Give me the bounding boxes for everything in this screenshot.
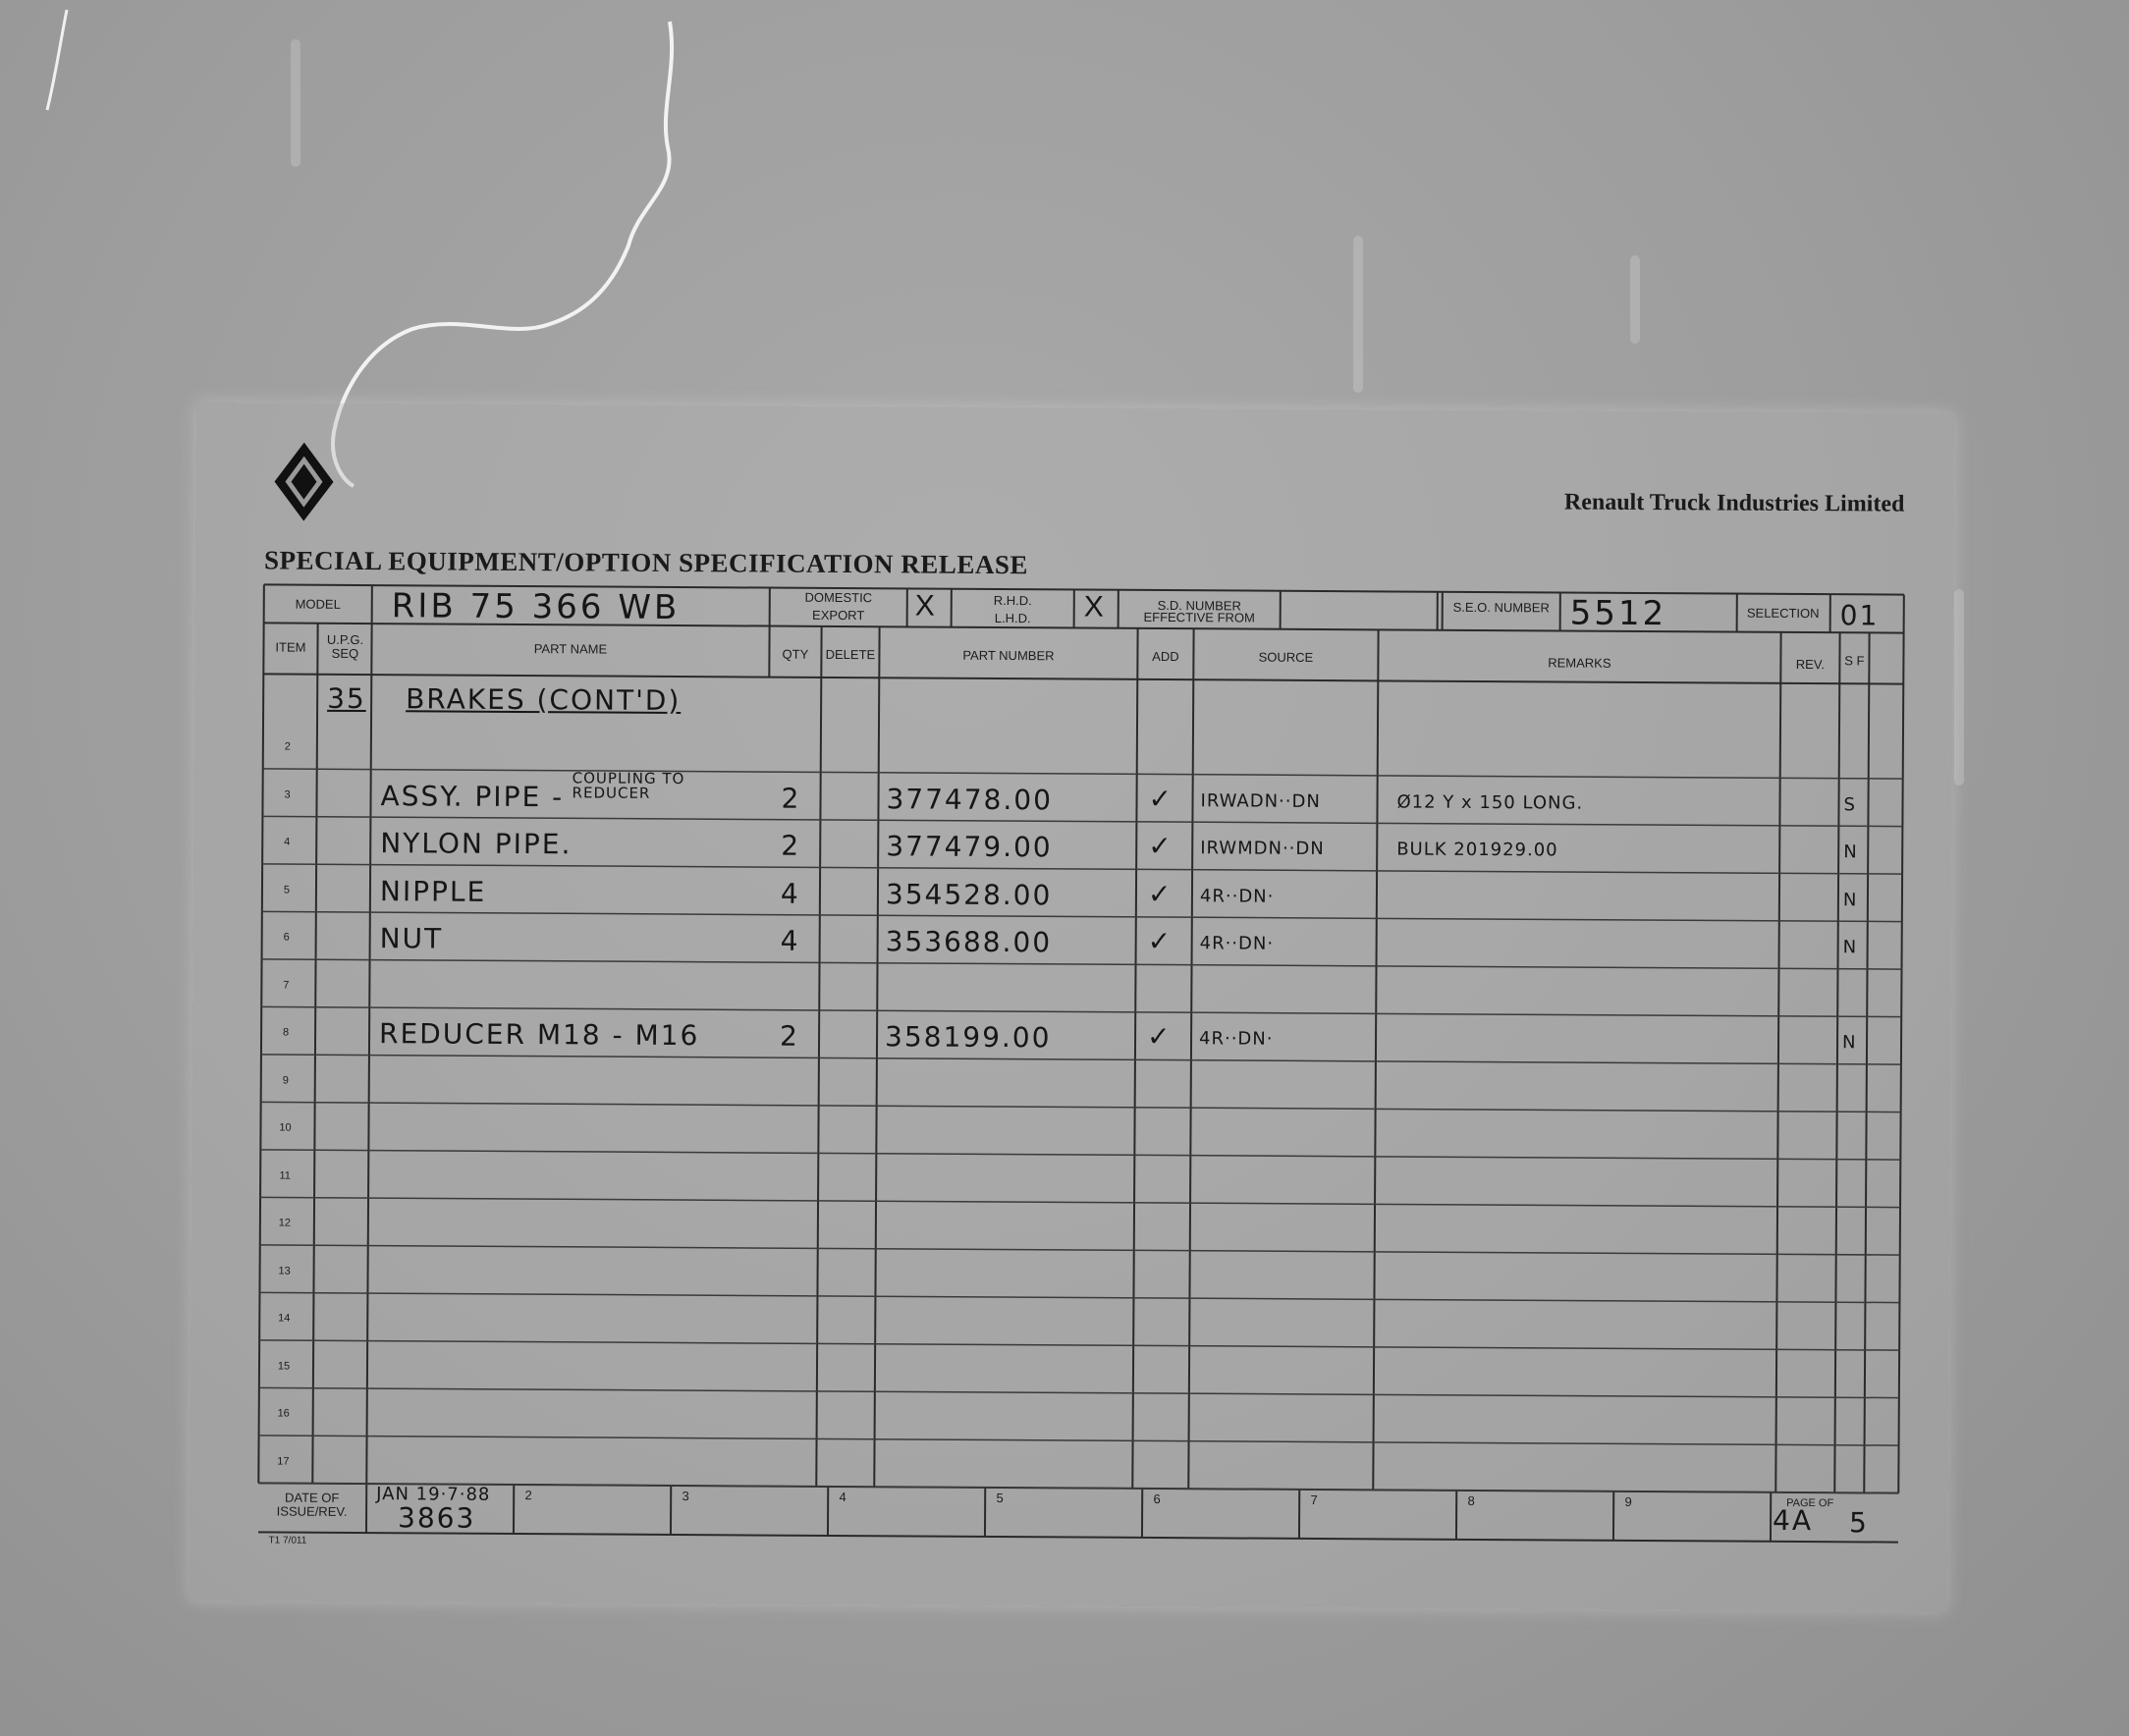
col-part-number: PART NUMBER xyxy=(962,647,1055,664)
row-part-name: NUT xyxy=(379,922,444,955)
row-qty: 4 xyxy=(780,924,800,957)
row-add-mark: ✓ xyxy=(1147,924,1174,958)
row-add-mark: ✓ xyxy=(1148,829,1174,863)
row-sf: S xyxy=(1843,793,1857,815)
company-name: Renault Truck Industries Limited xyxy=(1563,489,1905,517)
row-rule xyxy=(260,1197,1900,1207)
page-total: 5 xyxy=(1848,1506,1869,1540)
row-add-mark: ✓ xyxy=(1147,877,1174,910)
effective-from-label: EFFECTIVE FROM xyxy=(1143,609,1255,625)
footer-slot-number: 4 xyxy=(839,1490,846,1505)
rhd-label: R.H.D. xyxy=(993,592,1032,609)
row-qty: 2 xyxy=(779,1019,799,1053)
date-of-issue-value: JAN 19·7·88 xyxy=(376,1484,491,1505)
row-sf: N xyxy=(1842,937,1858,958)
row-number: 12 xyxy=(278,1217,292,1229)
row-number: 7 xyxy=(283,979,290,992)
row-number: 15 xyxy=(277,1360,291,1373)
row-number: 6 xyxy=(283,931,290,944)
row-rule xyxy=(259,1292,1899,1302)
rev-number-value: 3863 xyxy=(397,1501,476,1535)
col-delete: DELETE xyxy=(825,646,876,663)
row-number: 9 xyxy=(282,1074,289,1087)
row-number: 2 xyxy=(284,740,291,753)
selection-value: 01 xyxy=(1839,599,1880,632)
seo-number-label: S.E.O. NUMBER xyxy=(1452,599,1550,616)
row-part-number: 377479.00 xyxy=(886,830,1053,864)
row-rule xyxy=(260,1245,1900,1255)
page-value: 4A xyxy=(1772,1503,1814,1538)
domestic-label: DOMESTIC xyxy=(804,589,873,606)
row-rule xyxy=(262,911,1902,921)
row-number: 13 xyxy=(278,1265,291,1277)
row-rule xyxy=(260,1150,1900,1160)
footer-slot-number: 5 xyxy=(996,1490,1004,1506)
row-source: 4R··DN· xyxy=(1198,1028,1274,1050)
footer-slot-number: 6 xyxy=(1153,1491,1161,1507)
col-sf: S F xyxy=(1844,653,1865,669)
row-sf: N xyxy=(1841,1032,1857,1054)
row-rule xyxy=(262,816,1902,826)
row-source: IRWADN··DN xyxy=(1200,789,1321,812)
row-number: 16 xyxy=(277,1407,290,1420)
group-name: BRAKES (CONT'D) xyxy=(406,682,682,718)
row-add-mark: ✓ xyxy=(1146,1019,1173,1054)
group-upg-seq: 35 xyxy=(327,681,366,716)
model-value: RIB 75 366 WB xyxy=(391,586,681,628)
row-part-name-note: COUPLING TO REDUCER xyxy=(572,768,685,802)
row-part-number: 353688.00 xyxy=(885,925,1053,959)
footer-slot-number: 7 xyxy=(1310,1492,1318,1507)
row-part-name: NIPPLE xyxy=(379,874,487,908)
row-rule xyxy=(261,1055,1901,1064)
seo-number-value: 5512 xyxy=(1569,593,1667,634)
col-add: ADD xyxy=(1152,648,1179,665)
row-qty: 2 xyxy=(781,782,801,815)
footer-slot-number: 3 xyxy=(682,1489,689,1504)
sd-number-label: S.D. NUMBER xyxy=(1157,597,1241,614)
row-remarks: BULK 201929.00 xyxy=(1396,839,1558,861)
footer-slot-number: 2 xyxy=(524,1488,532,1503)
row-rule xyxy=(259,1436,1899,1445)
row-rule xyxy=(262,864,1902,874)
selection-label: SELECTION xyxy=(1746,605,1820,622)
col-upg-seq: U.P.G. SEQ xyxy=(326,631,364,662)
row-rule xyxy=(262,959,1902,969)
row-rule xyxy=(259,1340,1899,1350)
row-source: IRWMDN··DN xyxy=(1200,838,1325,860)
row-part-number: 354528.00 xyxy=(885,877,1053,911)
col-part-name: PART NAME xyxy=(533,641,608,657)
row-source: 4R··DN· xyxy=(1199,885,1275,907)
row-number: 8 xyxy=(282,1026,290,1039)
row-part-name: NYLON PIPE. xyxy=(380,827,573,861)
form-grid xyxy=(190,403,1954,1611)
row-rule xyxy=(261,1006,1901,1016)
col-rev: REV. xyxy=(1795,656,1826,673)
footer-slot-number: 8 xyxy=(1467,1492,1475,1508)
row-number: 17 xyxy=(277,1455,290,1468)
model-label: MODEL xyxy=(295,596,341,612)
form-title: SPECIAL EQUIPMENT/OPTION SPECIFICATION RELEASE xyxy=(263,545,1029,580)
footer-slot-number: 9 xyxy=(1624,1493,1632,1509)
row-qty: 2 xyxy=(781,829,801,862)
form-code: T1 7/011 xyxy=(268,1535,307,1546)
lhd-label: L.H.D. xyxy=(994,610,1031,626)
row-qty: 4 xyxy=(780,877,800,910)
row-add-mark: ✓ xyxy=(1148,782,1174,815)
row-rule xyxy=(258,1483,1898,1492)
page-label: PAGE OF xyxy=(1786,1496,1834,1510)
row-part-number: 377478.00 xyxy=(886,782,1054,816)
col-item: ITEM xyxy=(275,639,306,655)
rhd-mark: X xyxy=(1083,590,1104,624)
col-remarks: REMARKS xyxy=(1548,655,1611,671)
row-rule xyxy=(263,769,1903,779)
row-sf: N xyxy=(1843,841,1858,863)
domestic-mark: X xyxy=(914,589,935,623)
row-part-name: ASSY. PIPE - xyxy=(380,779,565,813)
row-number: 4 xyxy=(284,836,291,848)
export-label: EXPORT xyxy=(812,607,865,624)
date-of-issue-label: DATE OF ISSUE/REV. xyxy=(276,1490,348,1519)
row-source: 4R··DN· xyxy=(1199,933,1275,954)
row-number: 14 xyxy=(278,1312,291,1325)
row-number: 11 xyxy=(279,1169,291,1182)
row-rule xyxy=(259,1387,1899,1397)
form-sheet xyxy=(190,403,1954,1611)
col-source: SOURCE xyxy=(1258,649,1314,665)
row-sf: N xyxy=(1842,889,1858,910)
row-number: 10 xyxy=(279,1121,292,1134)
row-remarks: Ø12 Y x 150 LONG. xyxy=(1396,790,1584,814)
row-part-number: 358199.00 xyxy=(884,1020,1052,1055)
row-part-name: REDUCER M18 - M16 xyxy=(378,1017,700,1053)
col-qty: QTY xyxy=(782,646,809,662)
row-number: 3 xyxy=(284,788,291,801)
row-rule xyxy=(261,1102,1901,1112)
row-number: 5 xyxy=(283,884,291,896)
